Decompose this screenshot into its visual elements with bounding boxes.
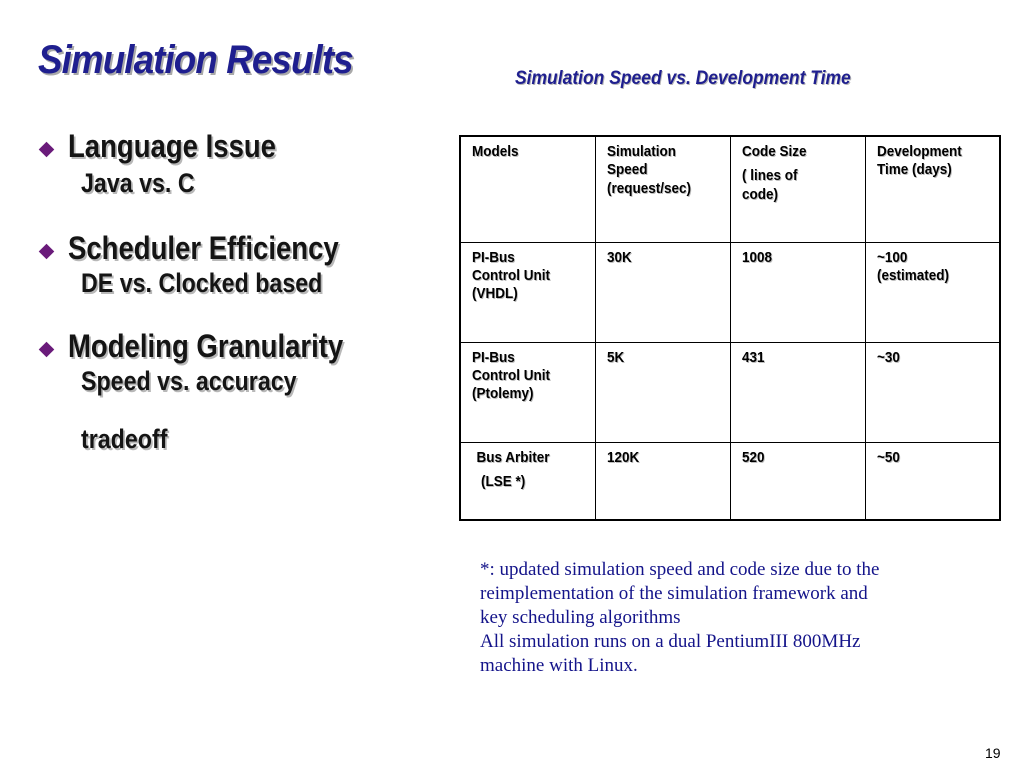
table-cell-dev-time: ~50 (865, 442, 1000, 520)
bullet-label: Scheduler Efficiency (68, 230, 339, 266)
footnote-line: machine with Linux. (480, 655, 638, 676)
table-caption: Simulation Speed vs. Development Time (515, 68, 851, 89)
table-cell-speed: 30K (595, 242, 730, 342)
footnote-line: All simulation runs on a dual PentiumIII 800MHz (480, 631, 861, 652)
bullet-subtext: tradeoff (81, 424, 168, 454)
header-cell-speed: Simulation Speed (request/sec) (595, 136, 730, 242)
header-cell-models: Models (460, 136, 595, 242)
header-cell-dev-time: Development Time (days) (865, 136, 1000, 242)
diamond-icon (39, 244, 55, 260)
table-cell-model: PI-Bus Control Unit (Ptolemy) (460, 342, 595, 442)
table-cell-code-size: 431 (730, 342, 865, 442)
table-cell-code-size: 1008 (730, 242, 865, 342)
table-cell-model: PI-Bus Control Unit (VHDL) (460, 242, 595, 342)
table-cell-code-size: 520 (730, 442, 865, 520)
footnote-line: key scheduling algorithms (480, 607, 681, 628)
table-row (460, 242, 1000, 342)
bullet-label: Language Issue (68, 128, 276, 164)
table-cell-speed: 5K (595, 342, 730, 442)
table-row (460, 442, 1000, 520)
header-cell-code-size: Code Size ( lines of code) (730, 136, 865, 242)
bullet-subtext: Speed vs. accuracy (81, 366, 297, 396)
bullet-item (38, 328, 438, 368)
bullet-subtext: Java vs. C (81, 168, 195, 198)
table-cell-speed: 120K (595, 442, 730, 520)
table-cell-dev-time: ~100 (estimated) (865, 242, 1000, 342)
table-cell-dev-time: ~30 (865, 342, 1000, 442)
diamond-icon (39, 142, 55, 158)
diamond-icon (39, 342, 55, 358)
bullet-label: Modeling Granularity (68, 328, 344, 364)
footnote-line: reimplementation of the simulation framework and (480, 583, 868, 604)
results-table (459, 135, 1001, 521)
table-row (460, 342, 1000, 442)
table-cell-model: Bus Arbiter (LSE *) (460, 442, 595, 520)
slide-title: Simulation Results (38, 38, 353, 82)
bullet-item (38, 128, 438, 168)
footnote (480, 558, 980, 678)
table-header-row (460, 136, 1000, 242)
bullet-item (38, 230, 438, 270)
footnote-line: *: updated simulation speed and code size due to the (480, 559, 880, 580)
bullet-list (38, 128, 438, 466)
bullet-subtext: DE vs. Clocked based (81, 268, 323, 298)
page-number: 19 (985, 745, 1001, 761)
